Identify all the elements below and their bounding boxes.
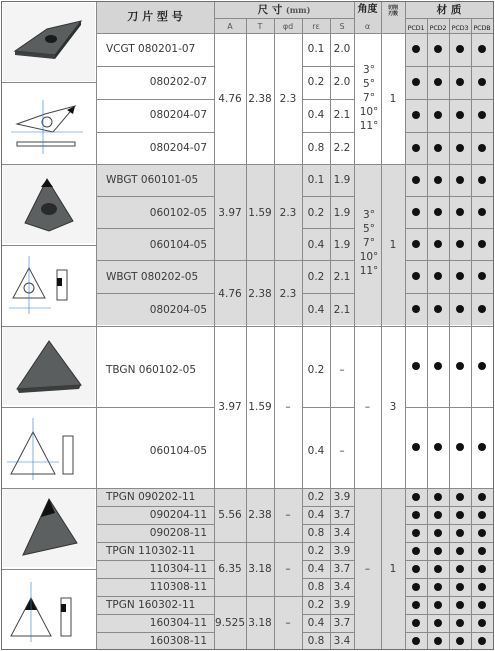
material-dot <box>478 176 486 184</box>
header-col-re: rε <box>312 22 320 31</box>
material-dot <box>456 583 464 591</box>
material-dot <box>456 637 464 645</box>
grid-line <box>302 407 354 408</box>
tpgn-sub2-d: – <box>285 563 291 575</box>
wbgt-row-5-model: 080204-05 <box>149 304 207 316</box>
tbgn-row-1-model: TBGN 060102-05 <box>106 364 196 376</box>
material-dot <box>434 619 442 627</box>
wbgt-insert-photo-icon <box>3 165 95 243</box>
grid-line <box>302 614 354 615</box>
tpgn-sub1-a: 5.56 <box>218 509 242 521</box>
material-dot <box>478 547 486 555</box>
material-dot <box>412 619 420 627</box>
grid-line <box>96 524 214 525</box>
material-dot <box>412 493 420 501</box>
material-dot <box>434 362 442 370</box>
tpgn-row-3-s: 3.4 <box>333 527 351 539</box>
grid-line <box>96 66 214 67</box>
grid-line <box>302 560 354 561</box>
tbgn-edges: 3 <box>389 401 397 413</box>
tpgn-edges: 1 <box>389 563 397 575</box>
vcgt-angle-5: 11° <box>359 120 379 132</box>
grid-line <box>274 18 275 649</box>
tpgn-row-3-re: 0.8 <box>307 527 325 539</box>
grid-line <box>246 18 247 649</box>
tpgn-sub2-t: 3.18 <box>248 563 272 575</box>
material-dot <box>478 144 486 152</box>
material-dot <box>478 362 486 370</box>
material-dot <box>412 583 420 591</box>
grid-line <box>471 18 472 649</box>
vcgt-angle-2: 5° <box>363 78 375 90</box>
tpgn-row-5-s: 3.7 <box>333 563 351 575</box>
grid-line <box>96 542 354 543</box>
tpgn-row-1-model: TPGN 090202-11 <box>106 491 196 503</box>
material-dot <box>478 619 486 627</box>
vcgt-row-2-s: 2.0 <box>333 76 351 88</box>
material-dot <box>434 78 442 86</box>
wbgt-angle-2: 5° <box>363 223 375 235</box>
tbgn-insert-photo-icon <box>3 327 95 405</box>
material-dot <box>412 208 420 216</box>
grid-line <box>302 578 354 579</box>
grid-line <box>96 260 354 261</box>
wbgt-row-1-s: 1.9 <box>333 174 351 186</box>
header-col-d: φd <box>282 22 294 31</box>
material-dot <box>412 240 420 248</box>
material-dot <box>456 443 464 451</box>
tpgn-row-7-model: TPGN 160302-11 <box>106 599 196 611</box>
vcgt-row-1-model: VCGT 080201-07 <box>106 43 196 55</box>
tpgn-sub3-a: 9.525 <box>214 617 246 629</box>
grid-line <box>96 2 97 649</box>
vcgt-row-2-model: 080202-07 <box>149 76 207 88</box>
material-dot <box>456 111 464 119</box>
tpgn-row-4-s: 3.9 <box>333 545 351 557</box>
material-dot <box>434 511 442 519</box>
tpgn-row-6-re: 0.8 <box>307 581 325 593</box>
wbgt-sub2-a: 4.76 <box>218 288 242 300</box>
material-dot <box>434 601 442 609</box>
tpgn-row-5-re: 0.4 <box>307 563 325 575</box>
material-dot <box>478 529 486 537</box>
vcgt-row-1-s: 2.0 <box>333 43 351 55</box>
material-dot <box>456 208 464 216</box>
header-grade-1: PCD1 <box>407 24 425 32</box>
header-material: 材 质 <box>436 4 462 16</box>
tpgn-sub3-d: – <box>285 617 291 629</box>
material-dot <box>412 511 420 519</box>
material-dot <box>434 565 442 573</box>
grid-line <box>302 632 354 633</box>
grid-line <box>2 164 493 165</box>
tbgn-a: 3.97 <box>218 401 242 413</box>
header-col-angle: α <box>364 22 371 31</box>
tpgn-insert-drawing-icon <box>3 570 95 648</box>
tbgn-row-1-s: – <box>339 364 345 376</box>
material-dot <box>456 565 464 573</box>
vcgt-insert-drawing-icon <box>3 84 95 162</box>
tpgn-row-8-model: 160304-11 <box>149 617 207 629</box>
material-dot <box>456 362 464 370</box>
grid-line <box>214 2 215 649</box>
wbgt-angle-5: 11° <box>359 265 379 277</box>
tpgn-row-4-model: TPGN 110302-11 <box>106 545 196 557</box>
vcgt-row-4-model: 080204-07 <box>149 142 207 154</box>
tbgn-t: 1.59 <box>248 401 272 413</box>
wbgt-sub2-t: 2.38 <box>248 288 272 300</box>
tbgn-row-2-re: 0.4 <box>307 445 325 457</box>
material-dot <box>478 240 486 248</box>
material-dot <box>456 493 464 501</box>
grid-line <box>96 293 214 294</box>
material-dot <box>478 443 486 451</box>
wbgt-row-5-s: 2.1 <box>333 304 351 316</box>
grid-line <box>427 18 428 649</box>
header-model: 刀 片 型 号 <box>127 10 183 23</box>
header-size-unit: (mm) <box>285 5 311 15</box>
tbgn-row-2-model: 060104-05 <box>149 445 207 457</box>
grid-line <box>96 560 214 561</box>
material-dot <box>434 45 442 53</box>
grid-line <box>96 614 214 615</box>
tpgn-sub3-t: 3.18 <box>248 617 272 629</box>
tpgn-row-9-re: 0.8 <box>307 635 325 647</box>
material-dot <box>434 305 442 313</box>
wbgt-row-3-re: 0.4 <box>307 239 325 251</box>
material-dot <box>434 547 442 555</box>
tbgn-d: – <box>285 401 291 413</box>
material-dot <box>478 272 486 280</box>
vcgt-d: 2.3 <box>279 93 297 105</box>
header-col-s: S <box>339 22 345 31</box>
wbgt-sub1-a: 3.97 <box>218 207 242 219</box>
material-dot <box>434 493 442 501</box>
grid-line <box>96 228 214 229</box>
tpgn-row-6-model: 110308-11 <box>149 581 207 593</box>
material-dot <box>412 45 420 53</box>
header-angle: 角度 <box>357 4 378 15</box>
wbgt-row-4-re: 0.2 <box>307 271 325 283</box>
material-dot <box>478 78 486 86</box>
vcgt-row-4-s: 2.2 <box>333 142 351 154</box>
grid-line <box>2 569 96 570</box>
tbgn-row-2-s: – <box>339 445 345 457</box>
tbgn-angle: – <box>364 401 371 413</box>
header-col-t: T <box>257 22 263 31</box>
vcgt-row-3-model: 080204-07 <box>149 109 207 121</box>
material-dot <box>412 111 420 119</box>
wbgt-angle-4: 10° <box>359 251 379 263</box>
grid-line <box>2 326 493 327</box>
wbgt-row-2-s: 1.9 <box>333 207 351 219</box>
material-dot <box>456 176 464 184</box>
material-dot <box>434 272 442 280</box>
material-dot <box>434 583 442 591</box>
grid-line <box>96 506 214 507</box>
wbgt-row-5-re: 0.4 <box>307 304 325 316</box>
grid-line <box>96 132 214 133</box>
grid-line <box>96 99 214 100</box>
material-dot <box>434 637 442 645</box>
material-dot <box>456 305 464 313</box>
wbgt-insert-drawing-icon <box>3 246 95 324</box>
material-dot <box>412 272 420 280</box>
material-dot <box>412 547 420 555</box>
grid-line <box>302 293 354 294</box>
wbgt-row-2-re: 0.2 <box>307 207 325 219</box>
tpgn-row-9-s: 3.4 <box>333 635 351 647</box>
tpgn-row-2-model: 090204-11 <box>149 509 207 521</box>
header-grade-4: PCDB <box>473 24 491 32</box>
grid-line <box>2 82 96 83</box>
material-dot <box>434 176 442 184</box>
tpgn-row-3-model: 090208-11 <box>149 527 207 539</box>
material-dot <box>412 565 420 573</box>
material-dot <box>434 144 442 152</box>
material-dot <box>478 583 486 591</box>
tpgn-row-1-s: 3.9 <box>333 491 351 503</box>
header-size-label: 尺 寸 <box>257 4 283 16</box>
tpgn-row-5-model: 110304-11 <box>149 563 207 575</box>
header-grade-3: PCD3 <box>451 24 469 32</box>
vcgt-angle-3: 7° <box>363 92 375 104</box>
wbgt-row-3-model: 060104-05 <box>149 239 207 251</box>
material-dot <box>478 565 486 573</box>
material-dot <box>478 511 486 519</box>
tbgn-insert-drawing-icon <box>3 408 95 486</box>
grid-line <box>2 488 493 489</box>
wbgt-sub2-d: 2.3 <box>279 288 297 300</box>
tpgn-row-4-re: 0.2 <box>307 545 325 557</box>
grid-line <box>302 196 354 197</box>
vcgt-row-3-s: 2.1 <box>333 109 351 121</box>
material-dot <box>456 240 464 248</box>
material-dot <box>434 529 442 537</box>
material-dot <box>412 529 420 537</box>
grid-line <box>330 18 331 649</box>
material-dot <box>412 144 420 152</box>
vcgt-row-4-re: 0.8 <box>307 142 325 154</box>
material-dot <box>412 305 420 313</box>
material-dot <box>456 547 464 555</box>
material-dot <box>412 362 420 370</box>
tbgn-row-1-re: 0.2 <box>307 364 325 376</box>
grid-line <box>96 632 214 633</box>
vcgt-a: 4.76 <box>218 93 242 105</box>
grid-line <box>96 596 354 597</box>
grid-line <box>96 33 493 34</box>
tpgn-sub1-t: 2.38 <box>248 509 272 521</box>
grid-line <box>405 2 406 649</box>
material-dot <box>478 493 486 501</box>
vcgt-insert-photo-icon <box>3 3 95 81</box>
tpgn-sub1-d: – <box>285 509 291 521</box>
tpgn-insert-photo-icon <box>3 489 95 567</box>
wbgt-row-4-s: 2.1 <box>333 271 351 283</box>
tpgn-row-8-s: 3.7 <box>333 617 351 629</box>
material-dot <box>412 443 420 451</box>
material-dot <box>412 601 420 609</box>
vcgt-edges: 1 <box>389 93 397 105</box>
grid-line <box>302 524 354 525</box>
grid-line <box>2 407 96 408</box>
vcgt-row-1-re: 0.1 <box>307 43 325 55</box>
grid-line <box>302 18 303 649</box>
tpgn-angle: – <box>364 563 371 575</box>
grid-line <box>302 132 354 133</box>
grid-line <box>96 407 214 408</box>
wbgt-row-3-s: 1.9 <box>333 239 351 251</box>
header-size <box>214 4 354 16</box>
material-dot <box>456 78 464 86</box>
tpgn-row-1-re: 0.2 <box>307 491 325 503</box>
wbgt-sub1-d: 2.3 <box>279 207 297 219</box>
material-dot <box>434 240 442 248</box>
wbgt-row-1-re: 0.1 <box>307 174 325 186</box>
tpgn-row-9-model: 160308-11 <box>149 635 207 647</box>
material-dot <box>434 208 442 216</box>
wbgt-angle-3: 7° <box>363 237 375 249</box>
grid-line <box>2 245 96 246</box>
vcgt-angle-4: 10° <box>359 106 379 118</box>
header-edges: 切削刃数 <box>388 5 399 17</box>
tpgn-sub2-a: 6.35 <box>218 563 242 575</box>
vcgt-row-2-re: 0.2 <box>307 76 325 88</box>
material-dot <box>478 111 486 119</box>
material-dot <box>478 45 486 53</box>
grid-line <box>96 578 214 579</box>
material-dot <box>434 443 442 451</box>
grid-line <box>449 18 450 649</box>
vcgt-angle-1: 3° <box>363 64 375 76</box>
wbgt-angle-1: 3° <box>363 209 375 221</box>
tpgn-row-2-s: 3.7 <box>333 509 351 521</box>
vcgt-t: 2.38 <box>248 93 272 105</box>
grid-line <box>302 99 354 100</box>
material-dot <box>434 111 442 119</box>
vcgt-row-3-re: 0.4 <box>307 109 325 121</box>
header-grade-2: PCD2 <box>429 24 447 32</box>
material-dot <box>456 619 464 627</box>
wbgt-row-4-model: WBGT 080202-05 <box>106 271 199 283</box>
material-dot <box>478 601 486 609</box>
material-dot <box>456 144 464 152</box>
material-dot <box>456 529 464 537</box>
material-dot <box>478 305 486 313</box>
grid-line <box>302 66 354 67</box>
material-dot <box>478 208 486 216</box>
tpgn-row-7-re: 0.2 <box>307 599 325 611</box>
tpgn-row-6-s: 3.4 <box>333 581 351 593</box>
material-dot <box>412 78 420 86</box>
material-dot <box>456 511 464 519</box>
wbgt-row-2-model: 060102-05 <box>149 207 207 219</box>
grid-line <box>354 2 355 649</box>
material-dot <box>456 601 464 609</box>
material-dot <box>478 637 486 645</box>
tpgn-row-8-re: 0.4 <box>307 617 325 629</box>
grid-line <box>214 18 354 19</box>
tpgn-row-2-re: 0.4 <box>307 509 325 521</box>
grid-line <box>96 196 214 197</box>
tpgn-row-7-s: 3.9 <box>333 599 351 611</box>
grid-line <box>302 506 354 507</box>
wbgt-sub1-t: 1.59 <box>248 207 272 219</box>
wbgt-row-1-model: WBGT 060101-05 <box>106 174 199 186</box>
header-col-a: A <box>227 22 233 31</box>
material-dot <box>412 176 420 184</box>
grid-line <box>381 2 382 649</box>
material-dot <box>412 637 420 645</box>
material-dot <box>456 272 464 280</box>
wbgt-edges: 1 <box>389 239 397 251</box>
grid-line <box>302 228 354 229</box>
material-dot <box>456 45 464 53</box>
